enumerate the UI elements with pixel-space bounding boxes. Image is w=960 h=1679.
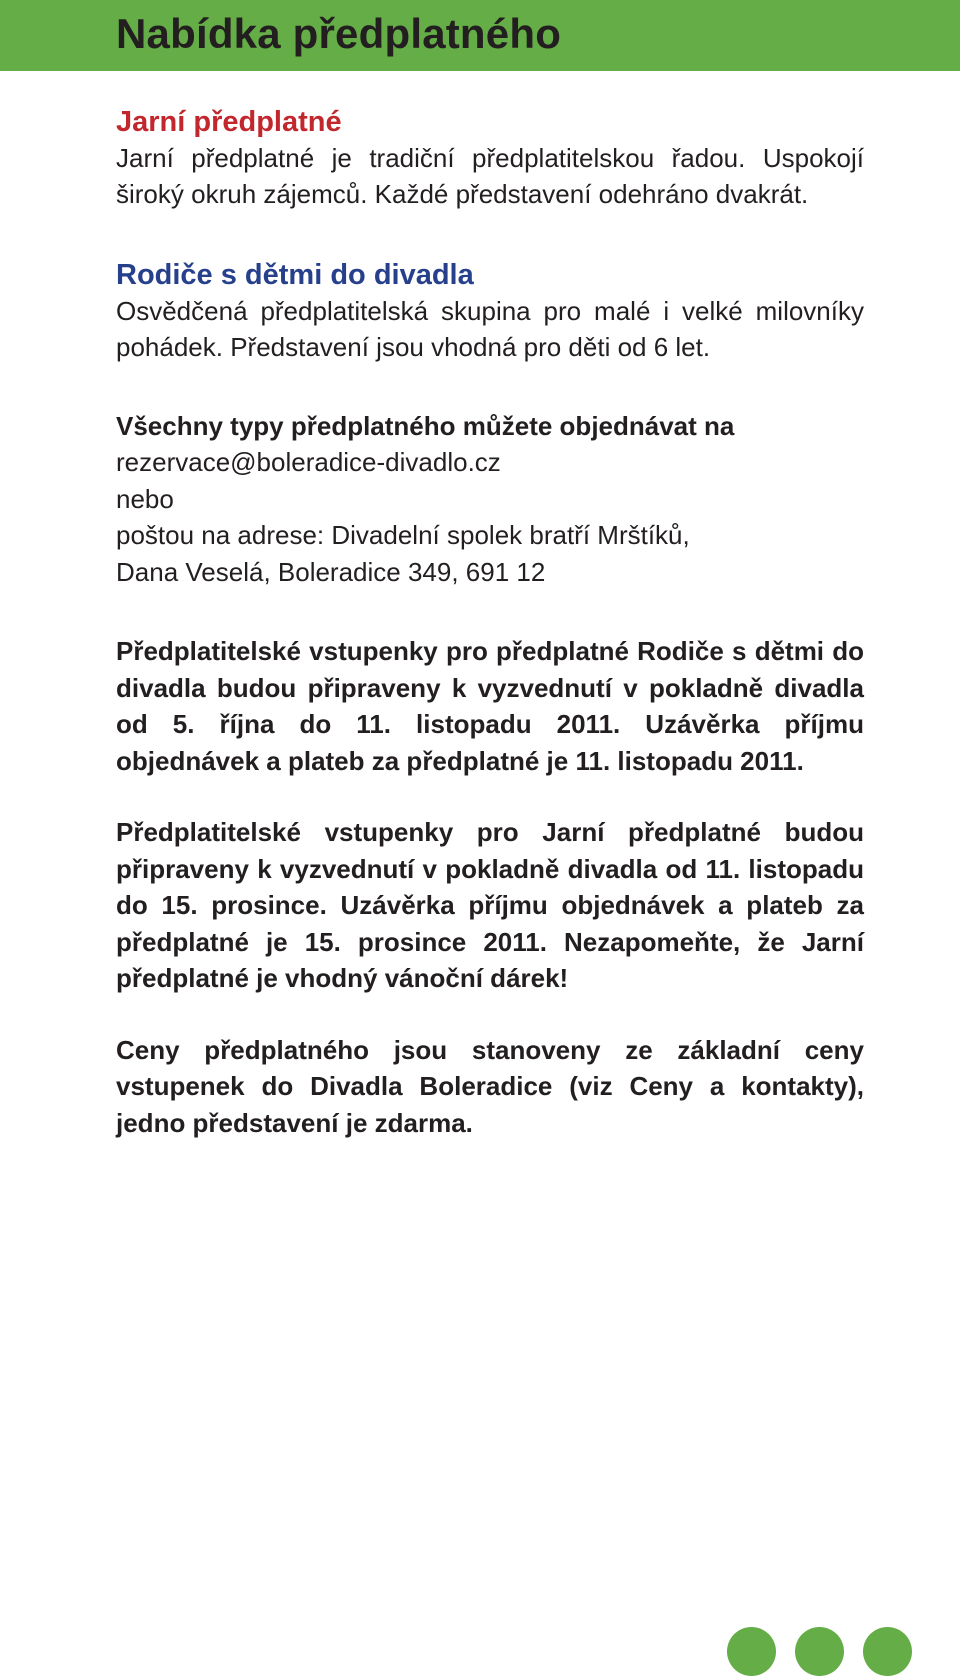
decorative-dot-icon	[863, 1627, 912, 1676]
ordering-address-line: Dana Veselá, Boleradice 349, 691 12	[116, 556, 546, 587]
ordering-or: nebo	[116, 483, 174, 514]
section-heading-parents: Rodiče s dětmi do divadla	[116, 259, 474, 291]
section-spring-subscription	[116, 104, 864, 212]
prices-text: Ceny předplatného jsou stanoveny ze základní ceny vstupenek do Divadla Boleradice (viz Ceny a kontakty), jedno představení je zdarma.	[116, 1034, 864, 1138]
page-content	[116, 104, 864, 1141]
section-spring-tickets	[116, 814, 864, 997]
parents-tickets-text: Předplatitelské vstupenky pro předplatné Rodiče s dětmi do divadla budou připraveny k vyzvednutí v pokladně divadla od 5. října do 11. listopadu 2011. Uzávěrka příjmu objednávek a plateb za předplatné je 11. listopadu 2011.	[116, 636, 864, 776]
ordering-email: rezervace@boleradice-divadlo.cz	[116, 447, 501, 477]
spring-tickets-text: Předplatitelské vstupenky pro Jarní předplatné budou připraveny k vyzvednutí v pokladně divadla od 11. listopadu do 15. prosince. Uzávěrka příjmu objednávek a plateb za předplatné je 15. prosince 2011. Nezapomeňte, že Jarní předplatné je vhodný vánoční dárek!	[116, 817, 864, 993]
section-prices	[116, 1032, 864, 1142]
ordering-heading: Všechny typy předplatného můžete objednávat na	[116, 411, 735, 441]
section-parents-tickets	[116, 633, 864, 779]
section-text-parents: Osvědčená předplatitelská skupina pro malé i velké milovníky pohádek. Představení jsou vhodná pro děti od 6 let.	[116, 296, 864, 362]
page-title: Nabídka předplatného	[116, 10, 562, 57]
ordering-postal-line: poštou na adrese: Divadelní spolek bratří Mrštíků,	[116, 520, 690, 550]
section-ordering	[116, 408, 864, 590]
section-text-spring: Jarní předplatné je tradiční předplatitelskou řadou. Uspokojí široký okruh zájemců. Každé představení odehráno dvakrát.	[116, 143, 864, 209]
decorative-dot-icon	[727, 1627, 776, 1676]
decorative-dot-icon	[795, 1627, 844, 1676]
section-heading-spring: Jarní předplatné	[116, 106, 342, 138]
section-parents-with-children	[116, 257, 864, 365]
